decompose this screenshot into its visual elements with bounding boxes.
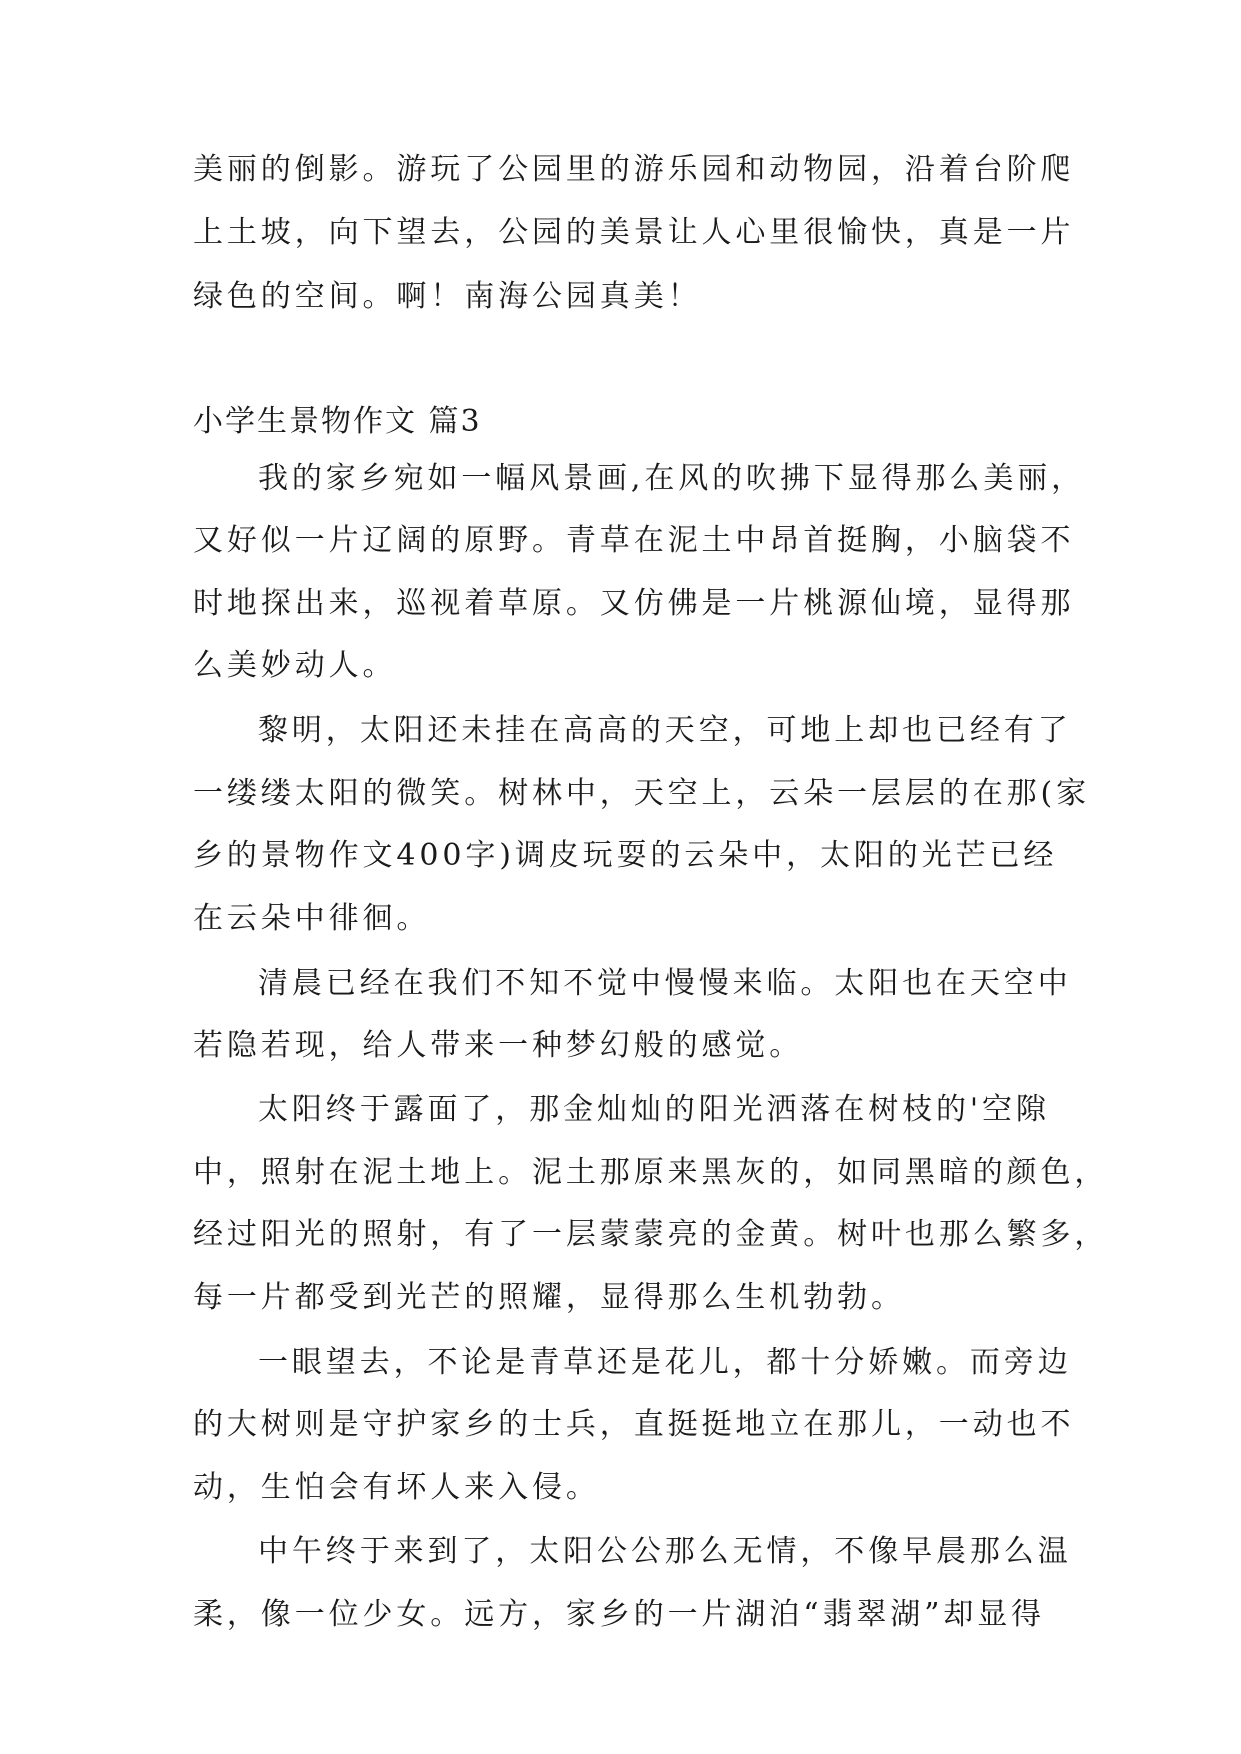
paragraph-line: 乡的景物作文400字)调皮玩耍的云朵中，太阳的光芒已经 [193, 838, 1058, 873]
paragraph-line: 一眼望去，不论是青草还是花儿，都十分娇嫩。而旁边 [258, 1345, 1072, 1380]
paragraph-line: 黎明，太阳还未挂在高高的天空，可地上却也已经有了 [258, 713, 1072, 748]
paragraph-line: 时地探出来，巡视着草原。又仿佛是一片桃源仙境，显得那 [193, 586, 1075, 621]
paragraph-line: 又好似一片辽阔的原野。青草在泥土中昂首挺胸，小脑袋不 [193, 523, 1075, 558]
text-line: 绿色的空间。啊！南海公园真美！ [193, 279, 702, 314]
paragraph-line: 我的家乡宛如一幅风景画,在风的吹拂下显得那么美丽， [258, 461, 1086, 496]
paragraph-line: 经过阳光的照射，有了一层蒙蒙亮的金黄。树叶也那么繁多， [193, 1217, 1109, 1252]
paragraph-line: 中午终于来到了，太阳公公那么无情，不像早晨那么温 [258, 1534, 1072, 1569]
text-line: 美丽的倒影。游玩了公园里的游乐园和动物园，沿着台阶爬 [193, 152, 1075, 187]
paragraph-line: 中，照射在泥土地上。泥土那原来黑灰的，如同黑暗的颜色， [193, 1155, 1109, 1190]
paragraph-line: 柔，像一位少女。远方，家乡的一片湖泊“翡翠湖”却显得 [193, 1597, 1046, 1632]
paragraph-line: 每一片都受到光芒的照耀，显得那么生机勃勃。 [193, 1280, 905, 1315]
paragraph-line: 清晨已经在我们不知不觉中慢慢来临。太阳也在天空中 [258, 966, 1072, 1001]
text-line: 上土坡，向下望去，公园的美景让人心里很愉快，真是一片 [193, 215, 1075, 250]
paragraph-line: 在云朵中徘徊。 [193, 901, 431, 936]
section-heading: 小学生景物作文 篇3 [193, 404, 482, 439]
paragraph-line: 若隐若现，给人带来一种梦幻般的感觉。 [193, 1028, 804, 1063]
paragraph-line: 太阳终于露面了，那金灿灿的阳光洒落在树枝的'空隙 [258, 1092, 1050, 1127]
paragraph-line: 的大树则是守护家乡的士兵，直挺挺地立在那儿，一动也不 [193, 1407, 1075, 1442]
paragraph-line: 动，生怕会有坏人来入侵。 [193, 1470, 600, 1505]
paragraph-line: 一缕缕太阳的微笑。树林中，天空上，云朵一层层的在那(家 [193, 776, 1091, 811]
paragraph-line: 么美妙动人。 [193, 648, 397, 683]
